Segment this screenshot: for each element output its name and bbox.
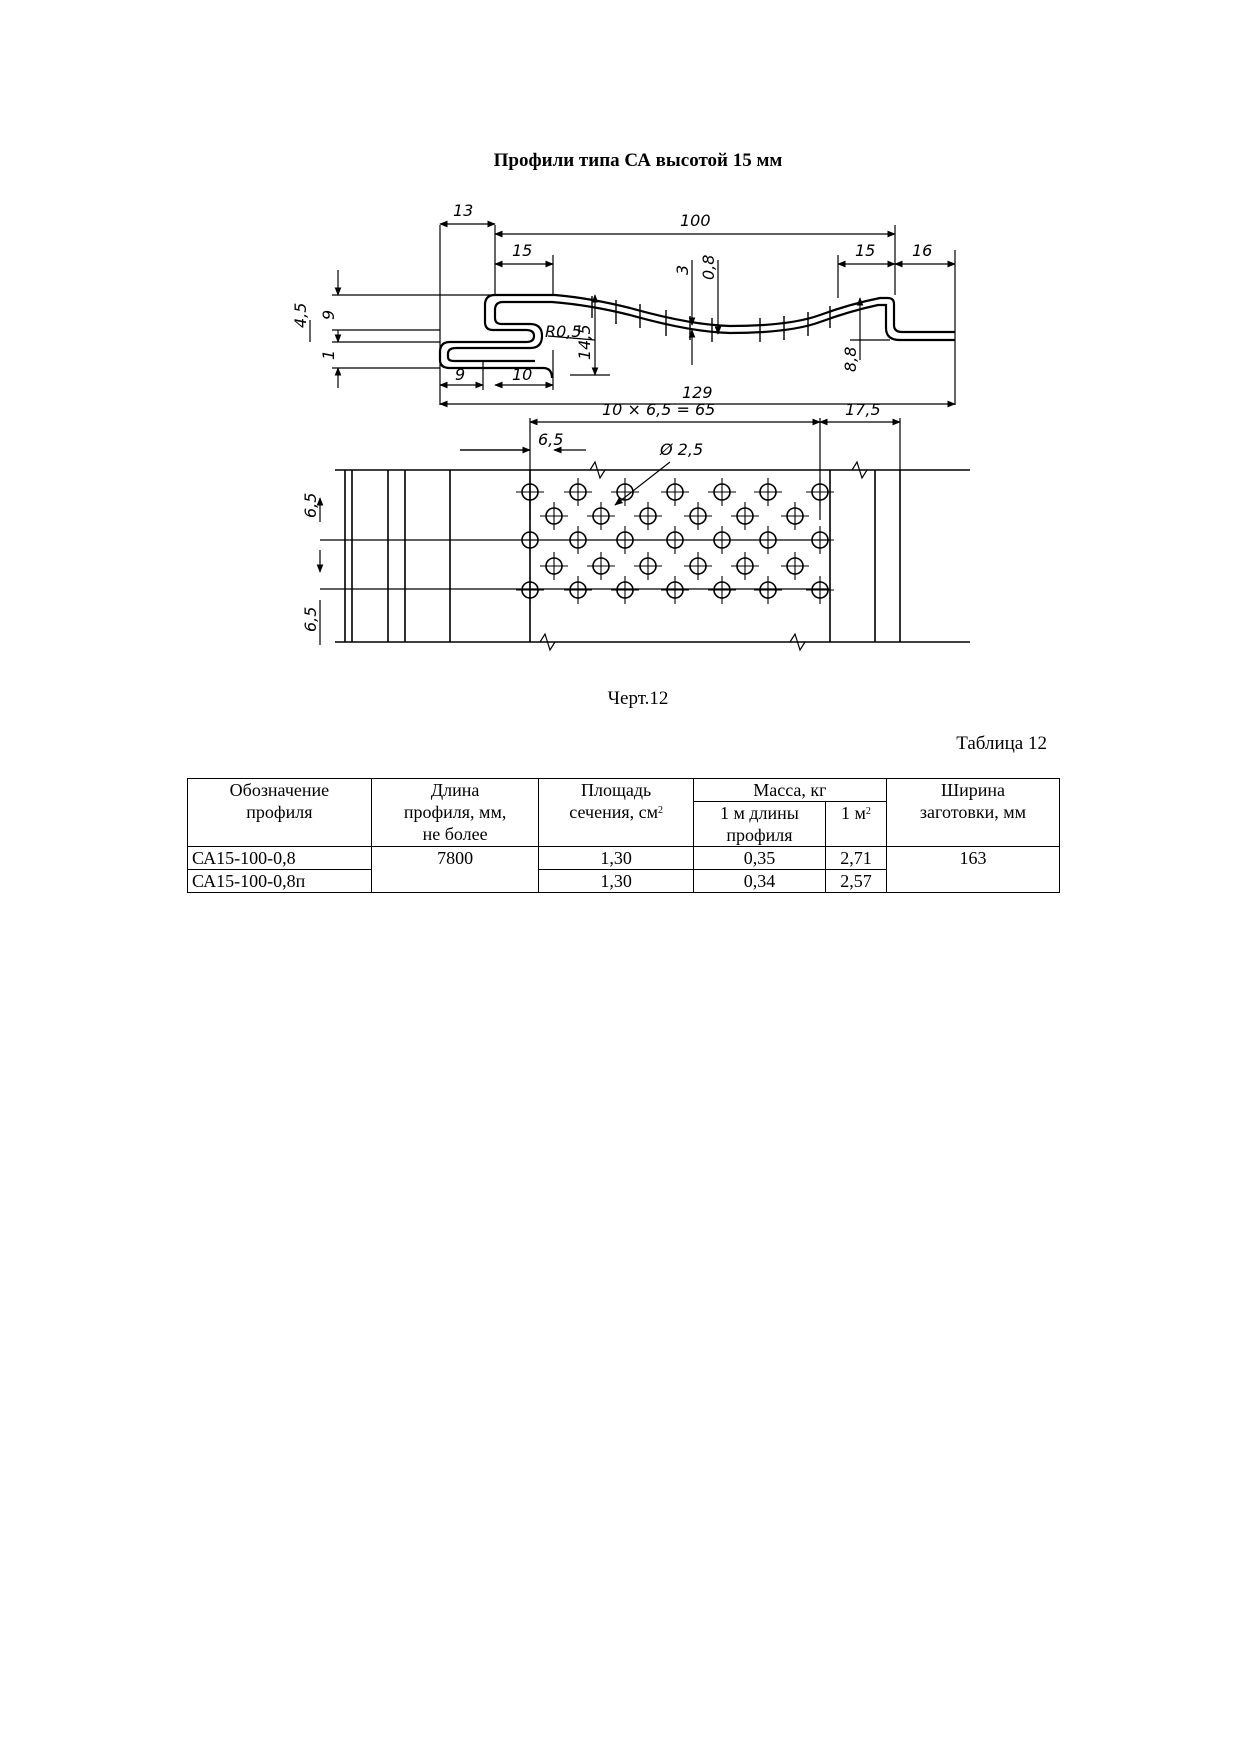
dim-15-left: 15	[512, 241, 533, 260]
hole-centerline	[754, 526, 782, 554]
cell-designation: СА15-100-0,8	[188, 847, 372, 870]
dim-r0-5: R0,5	[545, 322, 582, 341]
hole-centerline	[684, 502, 712, 530]
header-mass-per-m2: 1 $м^2$	[826, 802, 887, 847]
cell-width: 163	[886, 847, 1059, 870]
profile-table	[187, 778, 1060, 893]
cell-mass-m: 0,35	[693, 847, 825, 870]
dim-10: 10	[512, 365, 533, 384]
hole-centerline	[661, 576, 689, 604]
dim-6-5-left-top: 6,5	[301, 492, 320, 518]
table-row	[188, 847, 1060, 870]
table-row	[188, 870, 1060, 893]
hole-centerline	[684, 552, 712, 580]
hole-centerline	[587, 502, 615, 530]
strip-dimensions	[320, 418, 900, 645]
dim-14-5: 14,5	[575, 324, 594, 360]
hole-centerline	[587, 552, 615, 580]
cell-area: 1,30	[539, 847, 693, 870]
dim-15-right: 15	[855, 241, 876, 260]
hole-centerline	[661, 478, 689, 506]
hole-centerline	[661, 526, 689, 554]
profile-drawing	[290, 200, 970, 660]
dim-17-5: 17,5	[845, 400, 881, 419]
hole-centerline	[754, 576, 782, 604]
table-header-row	[188, 779, 1060, 802]
dim-pitch-total: 10 × 6,5 = 65	[602, 400, 716, 419]
header-designation: Обозначение профиля	[188, 779, 372, 847]
dim-3: 3	[673, 264, 692, 275]
perforation-holes	[516, 478, 834, 604]
dim-13: 13	[453, 201, 474, 220]
cell-area: 1,30	[539, 870, 693, 893]
hole-centerline	[634, 552, 662, 580]
header-area: Площадь сечения, $см^2$	[539, 779, 693, 847]
cell-designation: СА15-100-0,8п	[188, 870, 372, 893]
dim-9: 9	[319, 309, 338, 320]
hole-centerline	[564, 576, 592, 604]
header-mass-per-m: 1 м длины профиля	[693, 802, 825, 847]
hole-centerline	[634, 502, 662, 530]
hole-centerline	[708, 526, 736, 554]
dim-4-5: 4,5	[291, 302, 310, 328]
hole-centerline	[708, 576, 736, 604]
hole-centerline	[754, 478, 782, 506]
hole-centerline	[516, 526, 544, 554]
dim-6-5-left-bottom: 6,5	[301, 606, 320, 632]
hole-centerline	[731, 502, 759, 530]
hole-centerline	[516, 576, 544, 604]
cell-length: 7800	[371, 847, 539, 870]
hole-centerline	[708, 478, 736, 506]
hole-centerline	[611, 526, 639, 554]
cell-length-empty	[371, 870, 539, 893]
cell-width-empty	[886, 870, 1059, 893]
figure-caption: Черт.12	[607, 688, 669, 709]
hole-centerline	[781, 552, 809, 580]
cell-mass-m: 0,34	[693, 870, 825, 893]
dim-0-8: 0,8	[699, 254, 718, 280]
cross-section-labels	[291, 201, 932, 402]
dim-129: 129	[682, 383, 713, 402]
hole-centerline	[564, 478, 592, 506]
hole-centerline	[731, 552, 759, 580]
dim-8-8: 8,8	[841, 346, 860, 372]
cell-mass-m2: 2,57	[826, 870, 887, 893]
header-mass: Масса, кг	[693, 779, 886, 802]
hole-centerline	[564, 526, 592, 554]
strip-view	[320, 462, 970, 650]
header-length: Длина профиля, мм, не более	[371, 779, 539, 847]
header-width: Ширина заготовки, мм	[886, 779, 1059, 847]
hole-centerline	[540, 502, 568, 530]
page-title: Профили типа СА высотой 15 мм	[493, 150, 783, 171]
hole-centerline	[611, 478, 639, 506]
dim-6-5-top: 6,5	[538, 430, 564, 449]
cell-mass-m2: 2,71	[826, 847, 887, 870]
hole-centerline	[781, 502, 809, 530]
perforation-ticks	[592, 296, 830, 342]
hole-centerline	[611, 576, 639, 604]
dim-1: 1	[319, 349, 338, 360]
hole-centerline	[540, 552, 568, 580]
dim-16: 16	[912, 241, 933, 260]
dim-9-bottom: 9	[455, 365, 466, 384]
table-label: Таблица 12	[956, 733, 1047, 754]
dim-hole-diameter: Ø 2,5	[660, 440, 704, 459]
dim-100: 100	[680, 211, 711, 230]
